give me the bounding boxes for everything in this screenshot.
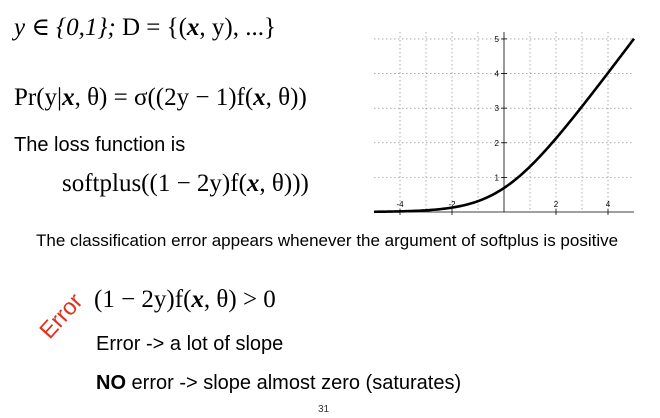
eq2-x2: x xyxy=(253,84,266,111)
error-slope-text: Error -> a lot of slope xyxy=(96,333,284,355)
explanation-text: The classification error appears whenever the argument of softplus is positive xyxy=(36,231,619,250)
equation-labels xyxy=(14,12,276,42)
eq2-part2: , θ) = σ((2y − 1)f( xyxy=(74,84,254,111)
x-tick-label-1: -2 xyxy=(448,200,456,209)
eq4-x: x xyxy=(191,286,204,313)
eq2-x: x xyxy=(62,84,75,111)
loss-label: The loss function is xyxy=(14,134,186,156)
eq4-part1: (1 − 2y)f( xyxy=(94,286,192,313)
eq1-part1: y ∈ {0,1}; xyxy=(14,14,122,41)
error-tag: Error xyxy=(34,288,88,344)
x-tick-label-0: -4 xyxy=(396,200,404,209)
y-tick-label-2: 3 xyxy=(494,104,499,114)
y-tick-label-4: 5 xyxy=(494,34,499,44)
eq4-part2: , θ) > 0 xyxy=(203,286,276,313)
eq3-part2: , θ))) xyxy=(259,170,309,197)
y-tick-label-1: 2 xyxy=(494,138,499,148)
eq1-part3: , y), ...} xyxy=(199,14,276,41)
equation-error-condition xyxy=(94,286,276,314)
eq3-part1: softplus((1 − 2y)f( xyxy=(62,170,247,197)
eq1-x: x xyxy=(186,14,200,41)
no-error-rest: error -> slope almost zero (saturates) xyxy=(126,372,462,394)
x-tick-label-2: 2 xyxy=(553,200,559,209)
no-error-slope-text xyxy=(96,372,461,395)
no-label: NO xyxy=(96,372,126,394)
y-tick-label-0: 1 xyxy=(494,173,499,183)
eq2-part3: , θ)) xyxy=(265,84,307,111)
eq3-x: x xyxy=(246,170,260,197)
equation-probability xyxy=(14,84,307,112)
eq1-part2: D = {( xyxy=(121,14,187,41)
y-tick-label-3: 4 xyxy=(494,69,499,79)
softplus-plot xyxy=(368,28,638,218)
equation-softplus-loss xyxy=(62,170,309,198)
eq2-part1: Pr(y| xyxy=(14,84,63,111)
x-tick-label-3: 4 xyxy=(605,200,611,209)
page-number: 31 xyxy=(318,404,330,415)
